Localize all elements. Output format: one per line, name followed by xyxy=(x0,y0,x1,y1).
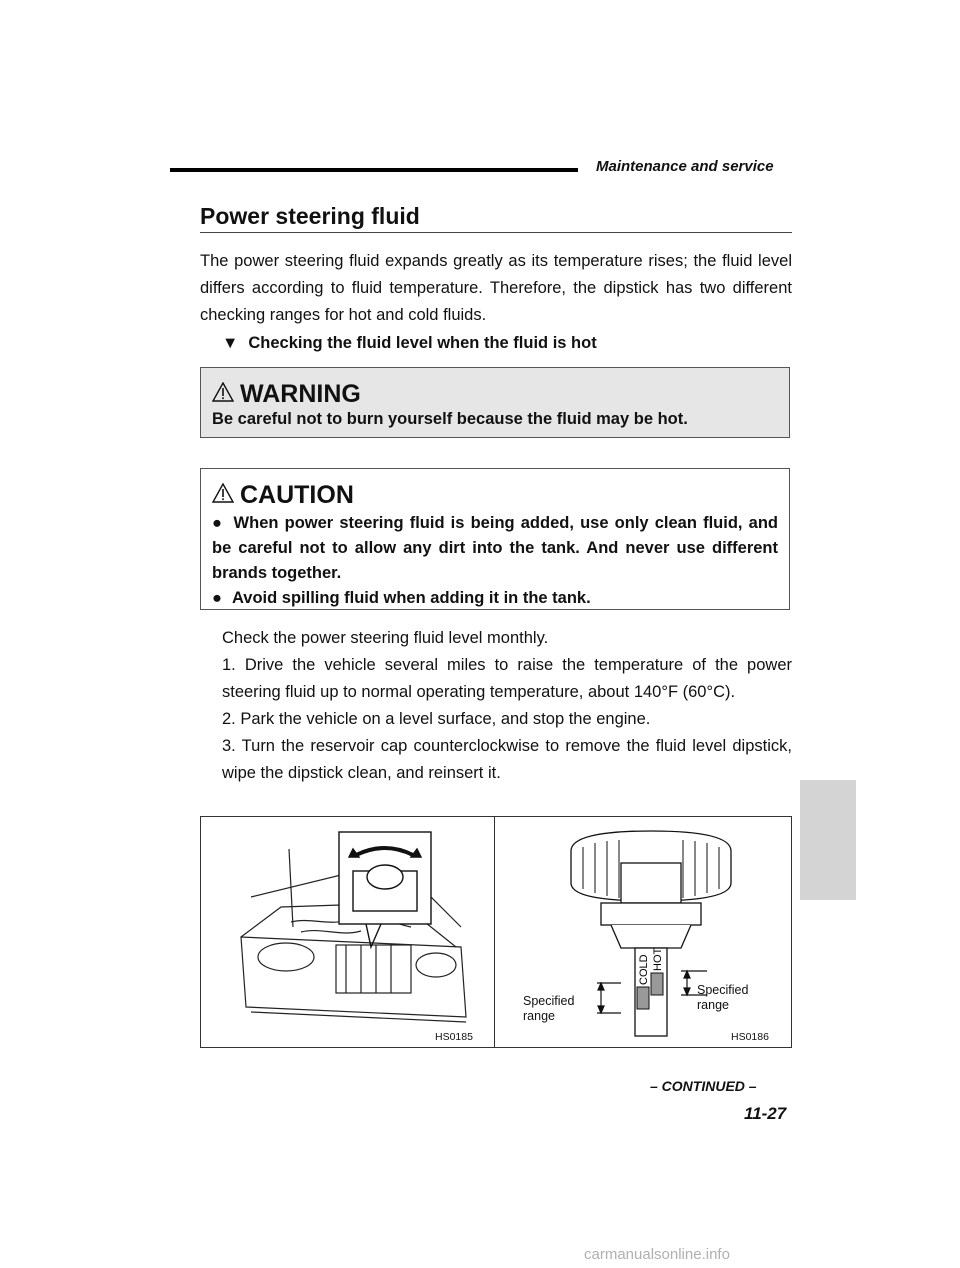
triangle-marker-icon: ▼ xyxy=(222,334,239,352)
figure-panel xyxy=(200,816,792,1048)
subheading-text: Checking the fluid level when the fluid is hot xyxy=(248,334,597,352)
cold-mark-label: COLD xyxy=(638,954,650,985)
page-number: 11-27 xyxy=(744,1104,787,1123)
chapter-tab xyxy=(800,780,856,900)
watermark: carmanualsonline.info xyxy=(584,1246,730,1263)
bullet-icon: ● xyxy=(212,514,224,532)
procedure-intro: Check the power steering fluid level monthly. xyxy=(222,629,549,647)
continued-marker: – CONTINUED – xyxy=(650,1078,757,1094)
title-underline xyxy=(200,232,792,233)
warning-triangle-icon xyxy=(212,382,234,402)
caution-item: ● Avoid spilling fluid when adding it in the tank. xyxy=(212,589,591,607)
caution-heading xyxy=(212,481,354,510)
figure-divider xyxy=(494,817,495,1047)
caution-list xyxy=(212,511,778,611)
warning-text: Be careful not to burn yourself because the fluid may be hot. xyxy=(212,410,688,428)
figure-code-right: HS0186 xyxy=(731,1031,769,1043)
warning-box xyxy=(200,367,790,438)
specified-range-label-left: Specified range xyxy=(523,994,575,1023)
specified-range-label-right: Specified range xyxy=(697,983,749,1012)
section-header: Maintenance and service xyxy=(596,158,774,175)
hot-mark-label: HOT xyxy=(652,947,664,971)
engine-bay-illustration xyxy=(221,827,481,1027)
warning-title: WARNING xyxy=(240,380,361,408)
caution-item: ● When power steering fluid is being added, use only clean fluid, and be careful not to allow any dirt into the tank. And never use different brands together. xyxy=(212,514,778,582)
caution-title: CAUTION xyxy=(240,481,354,509)
caution-box xyxy=(200,468,790,610)
page-title: Power steering fluid xyxy=(200,203,420,229)
header-rule xyxy=(170,168,578,172)
warning-heading xyxy=(212,380,361,409)
bullet-icon: ● xyxy=(212,589,222,607)
procedure-text xyxy=(222,625,792,787)
procedure-step: 3. Turn the reservoir cap counterclockwise to remove the fluid level dipstick, wipe the dipstick clean, and reinsert it. xyxy=(222,737,792,782)
subheading xyxy=(222,334,597,353)
caution-triangle-icon xyxy=(212,483,234,503)
intro-paragraph: The power steering fluid expands greatly as its temperature rises; the fluid level differs according to fluid temperature. Therefore, the dipstick has two different checking ranges for hot and cold fluids. xyxy=(200,252,792,324)
figure-code-left: HS0185 xyxy=(435,1031,473,1043)
procedure-step: 1. Drive the vehicle several miles to raise the temperature of the power steering fluid up to normal operating temperature, about 140°F (60°C). xyxy=(222,656,792,701)
procedure-step: 2. Park the vehicle on a level surface, and stop the engine. xyxy=(222,710,651,728)
